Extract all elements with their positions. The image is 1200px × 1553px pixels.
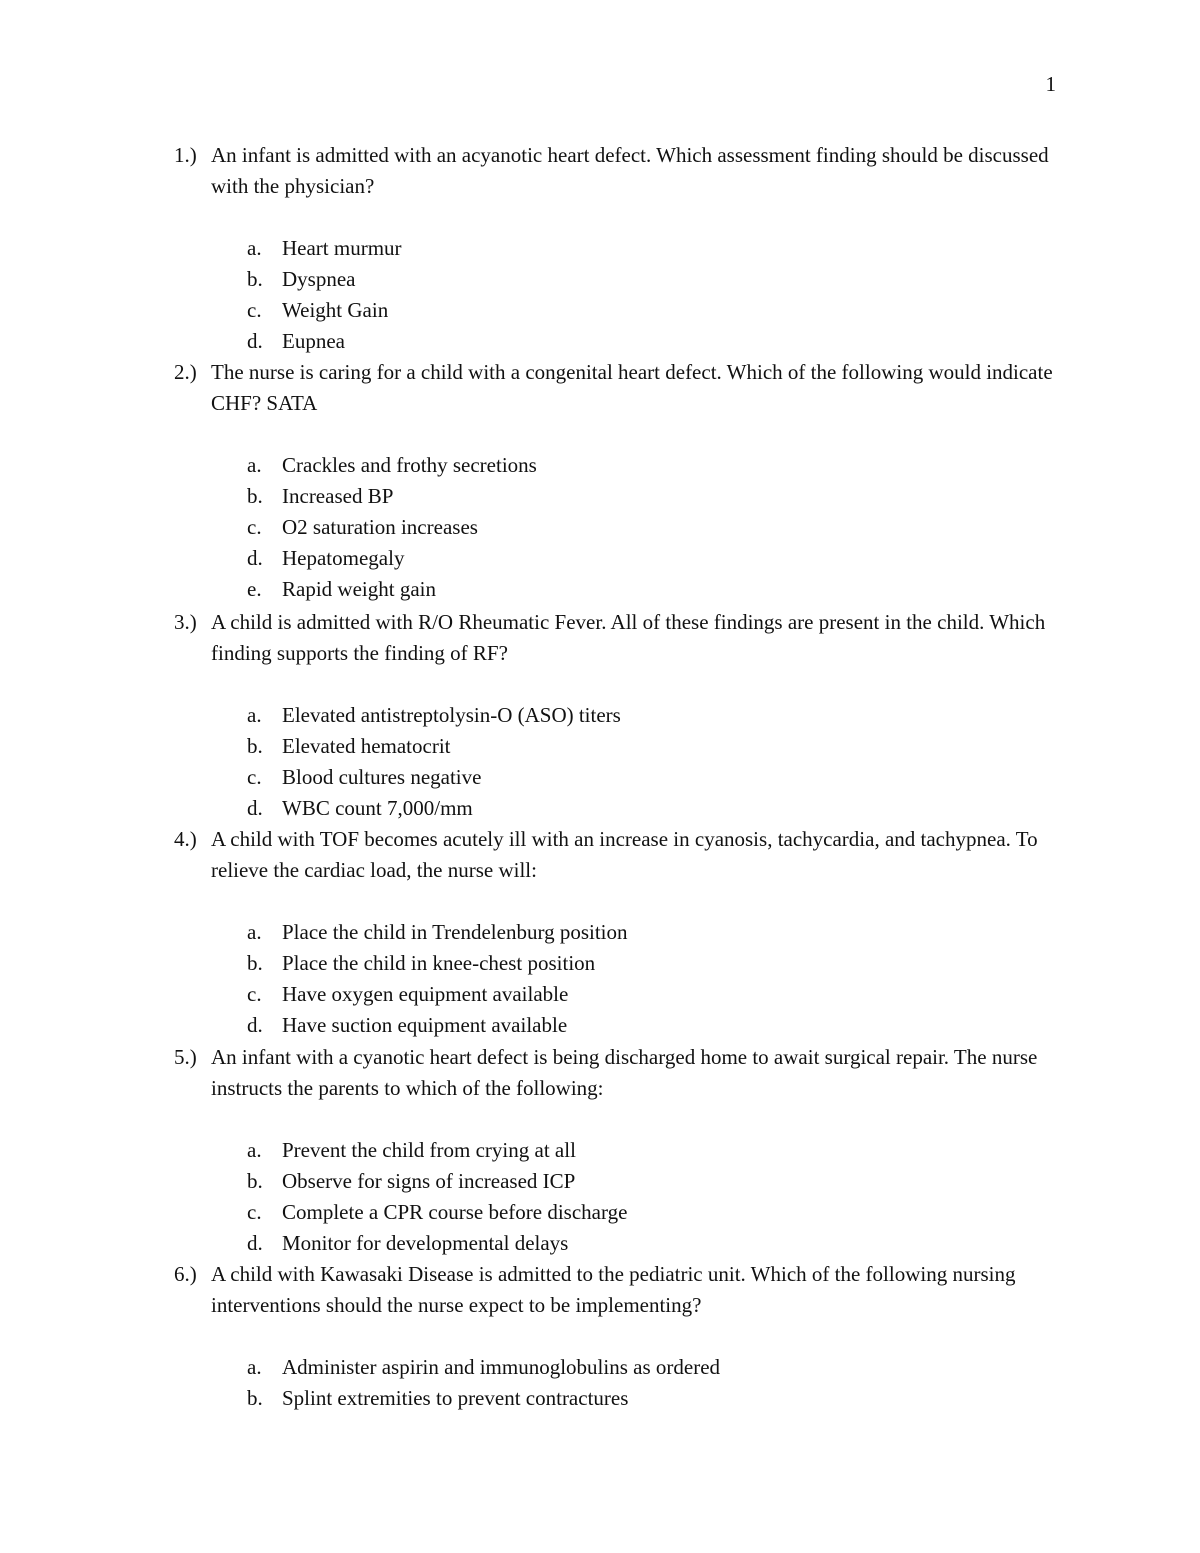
answer-option (0, 264, 1200, 295)
option-text: Place the child in Trendelenburg position (282, 920, 628, 944)
answer-option (0, 1228, 1200, 1259)
answer-option (0, 793, 1200, 824)
question-2 (0, 357, 1200, 605)
question-text: An infant is admitted with an acyanotic heart defect. Which assessment finding should be discussed with the physician? (211, 143, 1049, 198)
question-4 (0, 824, 1200, 1041)
page-number: 1 (1045, 72, 1056, 96)
option-letter: a. (247, 1138, 262, 1162)
option-text: Splint extremities to prevent contractures (282, 1386, 629, 1410)
option-letter: c. (247, 298, 262, 322)
question-text: A child with TOF becomes acutely ill with an increase in cyanosis, tachycardia, and tachypnea. To relieve the cardiac load, the nurse will: (211, 827, 1038, 882)
option-text: Have suction equipment available (282, 1013, 568, 1037)
answer-option (0, 326, 1200, 357)
answer-options (0, 917, 1200, 1041)
question-number: 2.) (174, 360, 197, 384)
question-stem (0, 140, 1200, 198)
option-letter: c. (247, 765, 262, 789)
option-text: Have oxygen equipment available (282, 982, 569, 1006)
answer-option (0, 450, 1200, 481)
answer-options (0, 700, 1200, 824)
answer-option (0, 512, 1200, 543)
option-text: Weight Gain (282, 298, 389, 322)
question-number: 5.) (174, 1045, 197, 1069)
option-letter: a. (247, 236, 262, 260)
option-text: Increased BP (282, 484, 394, 508)
answer-option (0, 917, 1200, 948)
option-letter: b. (247, 484, 263, 508)
question-stem (0, 357, 1200, 415)
answer-option (0, 1166, 1200, 1197)
option-text: Eupnea (282, 329, 345, 353)
option-letter: b. (247, 267, 263, 291)
question-number: 6.) (174, 1262, 197, 1286)
option-letter: c. (247, 515, 262, 539)
option-text: Blood cultures negative (282, 765, 482, 789)
answer-option (0, 700, 1200, 731)
question-stem (0, 1259, 1200, 1317)
option-letter: b. (247, 734, 263, 758)
option-text: Hepatomegaly (282, 546, 405, 570)
option-letter: d. (247, 1231, 263, 1255)
option-letter: c. (247, 1200, 262, 1224)
option-text: Crackles and frothy secretions (282, 453, 537, 477)
option-letter: a. (247, 1355, 262, 1379)
question-text: An infant with a cyanotic heart defect is being discharged home to await surgical repair. The nurse instructs the parents to which of the following: (211, 1045, 1038, 1100)
answer-option (0, 948, 1200, 979)
option-text: Monitor for developmental delays (282, 1231, 569, 1255)
answer-option (0, 233, 1200, 264)
question-text: The nurse is caring for a child with a congenital heart defect. Which of the following would indicate CHF? SATA (211, 360, 1053, 415)
option-letter: d. (247, 329, 263, 353)
answer-option (0, 543, 1200, 574)
option-letter: d. (247, 796, 263, 820)
question-stem (0, 1042, 1200, 1100)
answer-option (0, 762, 1200, 793)
option-letter: b. (247, 951, 263, 975)
option-letter: a. (247, 920, 262, 944)
answer-option (0, 481, 1200, 512)
question-number: 3.) (174, 610, 197, 634)
answer-option (0, 731, 1200, 762)
option-letter: e. (247, 577, 262, 601)
option-letter: b. (247, 1386, 263, 1410)
question-1 (0, 140, 1200, 357)
option-text: Prevent the child from crying at all (282, 1138, 576, 1162)
question-5 (0, 1042, 1200, 1259)
question-stem (0, 607, 1200, 665)
answer-option (0, 1010, 1200, 1041)
answer-option (0, 979, 1200, 1010)
question-stem (0, 824, 1200, 882)
option-text: WBC count 7,000/mm (282, 796, 473, 820)
answer-option (0, 1197, 1200, 1228)
option-text: Place the child in knee-chest position (282, 951, 596, 975)
answer-options (0, 1135, 1200, 1259)
option-text: Rapid weight gain (282, 577, 436, 601)
answer-option (0, 1135, 1200, 1166)
answer-option (0, 295, 1200, 326)
answer-options (0, 450, 1200, 605)
option-text: Complete a CPR course before discharge (282, 1200, 628, 1224)
question-3 (0, 607, 1200, 824)
option-letter: a. (247, 703, 262, 727)
question-number: 4.) (174, 827, 197, 851)
answer-option (0, 1352, 1200, 1383)
answer-options (0, 1352, 1200, 1414)
question-number: 1.) (174, 143, 197, 167)
answer-option (0, 574, 1200, 605)
option-letter: d. (247, 1013, 263, 1037)
option-text: Observe for signs of increased ICP (282, 1169, 576, 1193)
option-letter: a. (247, 453, 262, 477)
option-letter: b. (247, 1169, 263, 1193)
answer-option (0, 1383, 1200, 1414)
option-letter: c. (247, 982, 262, 1006)
option-text: Heart murmur (282, 236, 402, 260)
option-text: Elevated antistreptolysin-O (ASO) titers (282, 703, 621, 727)
option-letter: d. (247, 546, 263, 570)
option-text: Administer aspirin and immunoglobulins as ordered (282, 1355, 721, 1379)
question-text: A child is admitted with R/O Rheumatic Fever. All of these findings are present in the child. Which finding supports the finding of RF? (211, 610, 1046, 665)
option-text: Elevated hematocrit (282, 734, 451, 758)
answer-options (0, 233, 1200, 357)
option-text: Dyspnea (282, 267, 356, 291)
question-6 (0, 1259, 1200, 1414)
option-text: O2 saturation increases (282, 515, 478, 539)
question-text: A child with Kawasaki Disease is admitted to the pediatric unit. Which of the following nursing interventions should the nurse expect to be implementing? (211, 1262, 1016, 1317)
